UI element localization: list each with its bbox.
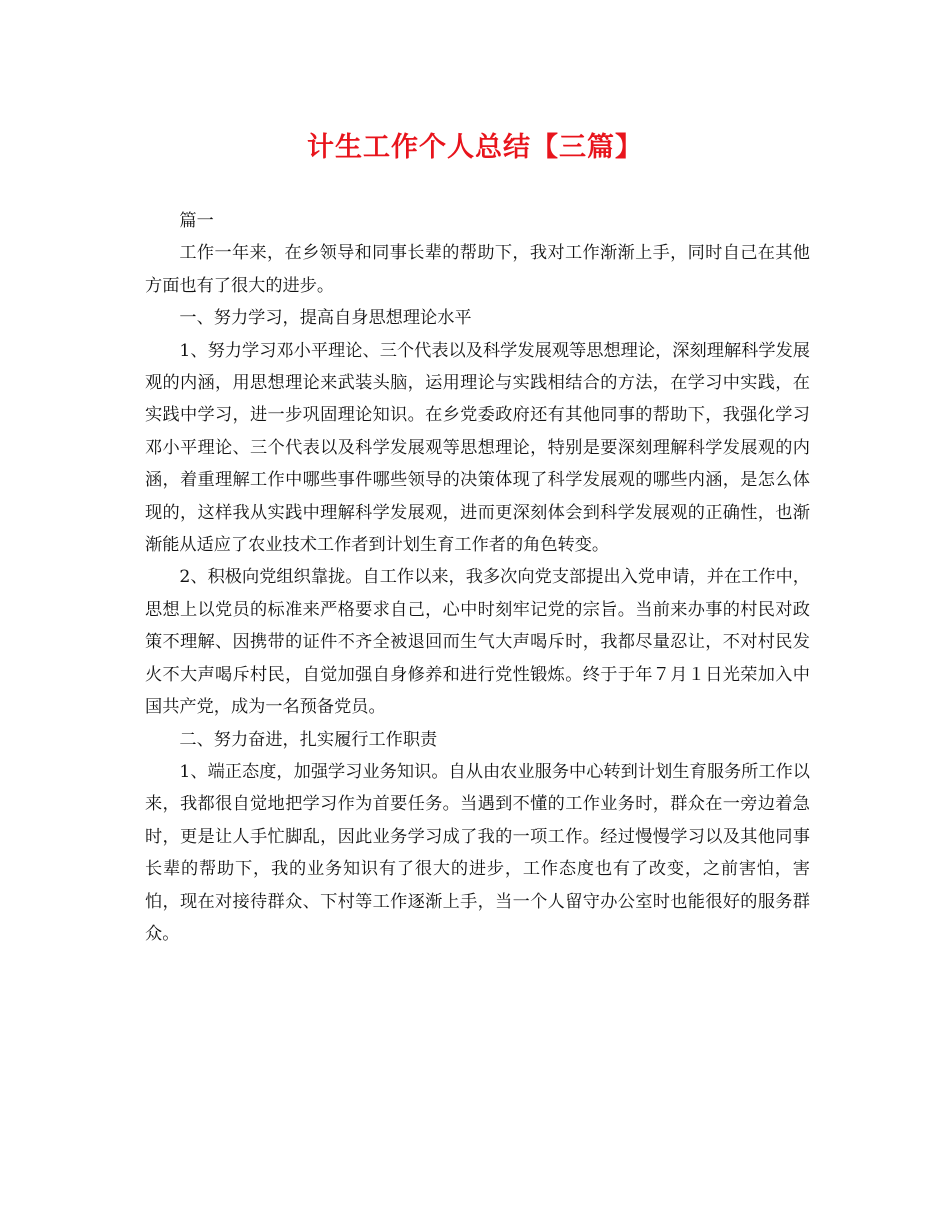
paragraph-party-membership: 2、积极向党组织靠拢。自工作以来，我多次向党支部提出入党申请，并在工作中，思想上以党员的标准来严格要求自己，心中时刻牢记党的宗旨。当前来办事的村民对政策不理解、因携带的证件不齐全被退回而生气大声喝斥时，我都尽量忍让，不对村民发火不大声喝斥村民，自觉加强自身修养和进行党性锻炼。终于于年７月１日光荣加入中国共产党，成为一名预备党员。 bbox=[145, 567, 810, 718]
intro-paragraph: 工作一年来，在乡领导和同事长辈的帮助下，我对工作渐渐上手，同时自己在其他方面也有了很大的进步。 bbox=[145, 243, 810, 296]
document-body bbox=[145, 205, 810, 950]
section-heading-part-one: 篇一 bbox=[179, 211, 214, 231]
paragraph-business-knowledge: 1、端正态度，加强学习业务知识。自从由农业服务中心转到计划生育服务所工作以来，我都很自觉地把学习作为首要任务。当遇到不懂的工作业务时，群众在一旁边着急时，更是让人手忙脚乱，因此业务学习成了我的一项工作。经过慢慢学习以及其他同事长辈的帮助下，我的业务知识有了很大的进步，工作态度也有了改变，之前害怕，害怕，现在对接待群众、下村等工作逐渐上手，当一个人留守办公室时也能很好的服务群众。 bbox=[145, 761, 810, 944]
heading-duties: 二、努力奋进，扎实履行工作职责 bbox=[179, 729, 438, 750]
heading-study: 一、努力学习，提高自身思想理论水平 bbox=[179, 308, 472, 329]
document-title: 计生工作个人总结【三篇】 bbox=[307, 132, 643, 163]
paragraph-theory-study: 1、努力学习邓小平理论、三个代表以及科学发展观等思想理论，深刻理解科学发展观的内涵，用思想理论来武装头脑，运用理论与实践相结合的方法，在学习中实践，在实践中学习，进一步巩固理论知识。在乡党委政府还有其他同事的帮助下，我强化学习邓小平理论、三个代表以及科学发展观等思想理论，特别是要深刻理解科学发展观的内涵，着重理解工作中哪些事件哪些领导的决策体现了科学发展观的哪些内涵，是怎么体现的，这样我从实践中理解科学发展观，进而更深刻体会到科学发展观的正确性，也渐渐能从适应了农业技术工作者到计划生育工作者的角色转变。 bbox=[145, 340, 810, 556]
